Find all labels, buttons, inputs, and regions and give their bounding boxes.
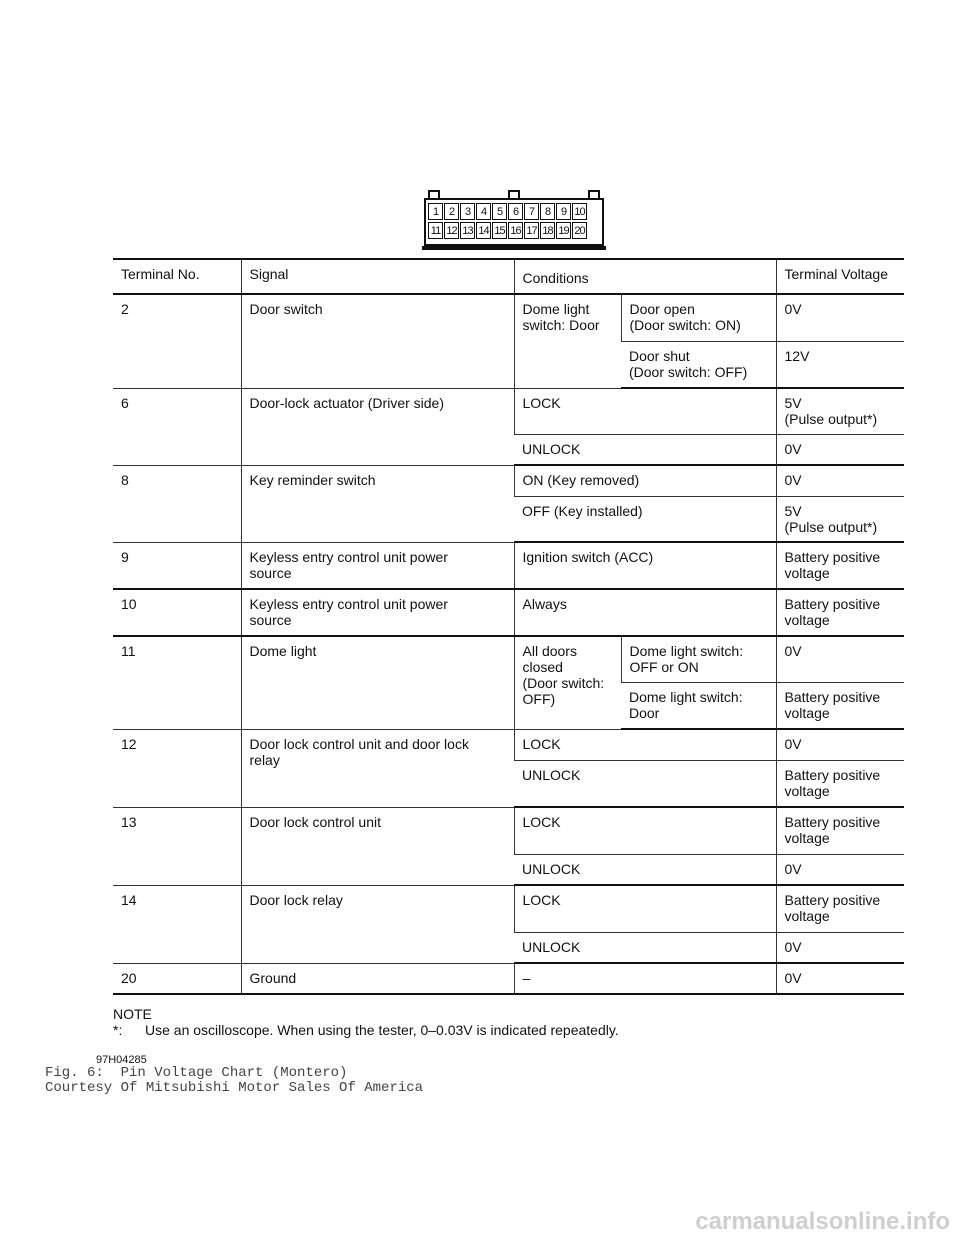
header-voltage: Terminal Voltage <box>776 259 904 294</box>
figure-caption <box>45 1066 423 1096</box>
note-line <box>113 1022 619 1038</box>
cell-terminal: 13 <box>113 807 241 885</box>
pin-2: 2 <box>444 203 459 220</box>
table-header-row <box>113 259 904 294</box>
cell-signal: Door lock control unit <box>241 807 514 885</box>
cell-voltage: 0V <box>776 729 904 760</box>
cell-condition: UNLOCK <box>514 932 776 963</box>
pin-8: 8 <box>540 203 555 220</box>
cell-voltage: Battery positive voltage <box>776 760 904 807</box>
note-text: Use an oscilloscope. When using the tester, 0–0.03V is indicated repeatedly. <box>145 1022 619 1038</box>
cell-voltage: 0V <box>776 434 904 465</box>
connector-base <box>422 246 606 250</box>
pin-15: 15 <box>492 222 507 239</box>
pin-1: 1 <box>428 203 443 220</box>
cell-condition: OFF (Key installed) <box>514 496 776 542</box>
pin-13: 13 <box>460 222 475 239</box>
note-marker: *: <box>113 1022 123 1038</box>
cell-terminal: 12 <box>113 729 241 807</box>
cell-voltage: 0V <box>776 963 904 994</box>
cell-voltage: Battery positive voltage <box>776 542 904 589</box>
cell-terminal: 14 <box>113 885 241 963</box>
table-row <box>113 885 904 932</box>
cell-condition: UNLOCK <box>514 434 776 465</box>
cell-subcondition: Dome light switch: OFF or ON <box>621 636 776 682</box>
table-row <box>113 963 904 994</box>
pin-18: 18 <box>540 222 555 239</box>
connector-row-bottom <box>428 222 588 239</box>
table-row <box>113 388 904 434</box>
pin-3: 3 <box>460 203 475 220</box>
table-row <box>113 542 904 589</box>
cell-signal: Door lock relay <box>241 885 514 963</box>
table-row <box>113 294 904 341</box>
pin-4: 4 <box>476 203 491 220</box>
table-row <box>113 729 904 760</box>
cell-signal: Door-lock actuator (Driver side) <box>241 388 514 465</box>
pin-14: 14 <box>476 222 491 239</box>
cell-voltage: Battery positive voltage <box>776 682 904 729</box>
cell-terminal: 20 <box>113 963 241 994</box>
pin-6: 6 <box>508 203 523 220</box>
cell-condition: Dome light switch: Door <box>514 294 621 388</box>
cell-voltage: 5V (Pulse output*) <box>776 388 904 434</box>
connector-row-top <box>428 203 588 220</box>
cell-terminal: 9 <box>113 542 241 589</box>
table-row <box>113 807 904 854</box>
cell-signal: Key reminder switch <box>241 465 514 542</box>
pin-17: 17 <box>524 222 539 239</box>
cell-subcondition: Door shut (Door switch: OFF) <box>621 341 776 388</box>
cell-voltage: 0V <box>776 854 904 885</box>
cell-condition: UNLOCK <box>514 854 776 885</box>
pin-11: 11 <box>428 222 443 239</box>
cell-terminal: 2 <box>113 294 241 388</box>
pin-19: 19 <box>556 222 571 239</box>
caption-credit: Courtesy Of Mitsubishi Motor Sales Of America <box>45 1080 424 1096</box>
cell-subcondition: Dome light switch: Door <box>621 682 776 729</box>
cell-signal: Ground <box>241 963 514 994</box>
pin-16: 16 <box>508 222 523 239</box>
cell-voltage: 0V <box>776 932 904 963</box>
cell-subcondition: Door open (Door switch: ON) <box>621 294 776 341</box>
cell-condition: Ignition switch (ACC) <box>514 542 776 589</box>
caption-title: Fig. 6: Pin Voltage Chart (Montero) <box>45 1065 348 1081</box>
cell-terminal: 8 <box>113 465 241 542</box>
pin-voltage-table <box>113 258 904 995</box>
figure-code: 97H04285 <box>96 1054 147 1066</box>
table-row <box>113 589 904 636</box>
cell-voltage: 0V <box>776 465 904 496</box>
cell-signal: Dome light <box>241 636 514 729</box>
header-signal: Signal <box>241 259 514 294</box>
pin-10: 10 <box>572 203 587 220</box>
cell-signal: Keyless entry control unit power source <box>241 542 514 589</box>
cell-condition: LOCK <box>514 729 776 760</box>
cell-terminal: 11 <box>113 636 241 729</box>
pin-12: 12 <box>444 222 459 239</box>
pin-20: 20 <box>572 222 587 239</box>
cell-signal: Door switch <box>241 294 514 388</box>
cell-signal: Keyless entry control unit power source <box>241 589 514 636</box>
cell-voltage: 0V <box>776 636 904 682</box>
cell-condition: LOCK <box>514 807 776 854</box>
cell-voltage: Battery positive voltage <box>776 589 904 636</box>
cell-voltage: 0V <box>776 294 904 341</box>
table-row <box>113 465 904 496</box>
cell-condition: Always <box>514 589 776 636</box>
cell-signal: Door lock control unit and door lock relay <box>241 729 514 807</box>
cell-voltage: Battery positive voltage <box>776 885 904 932</box>
cell-condition: LOCK <box>514 885 776 932</box>
connector-diagram <box>424 190 604 256</box>
cell-condition: LOCK <box>514 388 776 434</box>
cell-condition: All doors closed (Door switch: OFF) <box>514 636 621 729</box>
pin-9: 9 <box>556 203 571 220</box>
pin-5: 5 <box>492 203 507 220</box>
cell-condition: – <box>514 963 776 994</box>
cell-condition: UNLOCK <box>514 760 776 807</box>
header-terminal: Terminal No. <box>113 259 241 294</box>
cell-voltage: Battery positive voltage <box>776 807 904 854</box>
cell-voltage: 12V <box>776 341 904 388</box>
cell-terminal: 6 <box>113 388 241 465</box>
table-row <box>113 636 904 682</box>
cell-terminal: 10 <box>113 589 241 636</box>
header-conditions: Conditions <box>514 259 776 294</box>
table-note <box>113 1006 619 1038</box>
cell-voltage: 5V (Pulse output*) <box>776 496 904 542</box>
pin-7: 7 <box>524 203 539 220</box>
cell-condition: ON (Key removed) <box>514 465 776 496</box>
note-label: NOTE <box>113 1006 152 1022</box>
site-watermark: carmanualsonline.info <box>695 1208 950 1235</box>
connector-shell <box>424 198 604 246</box>
